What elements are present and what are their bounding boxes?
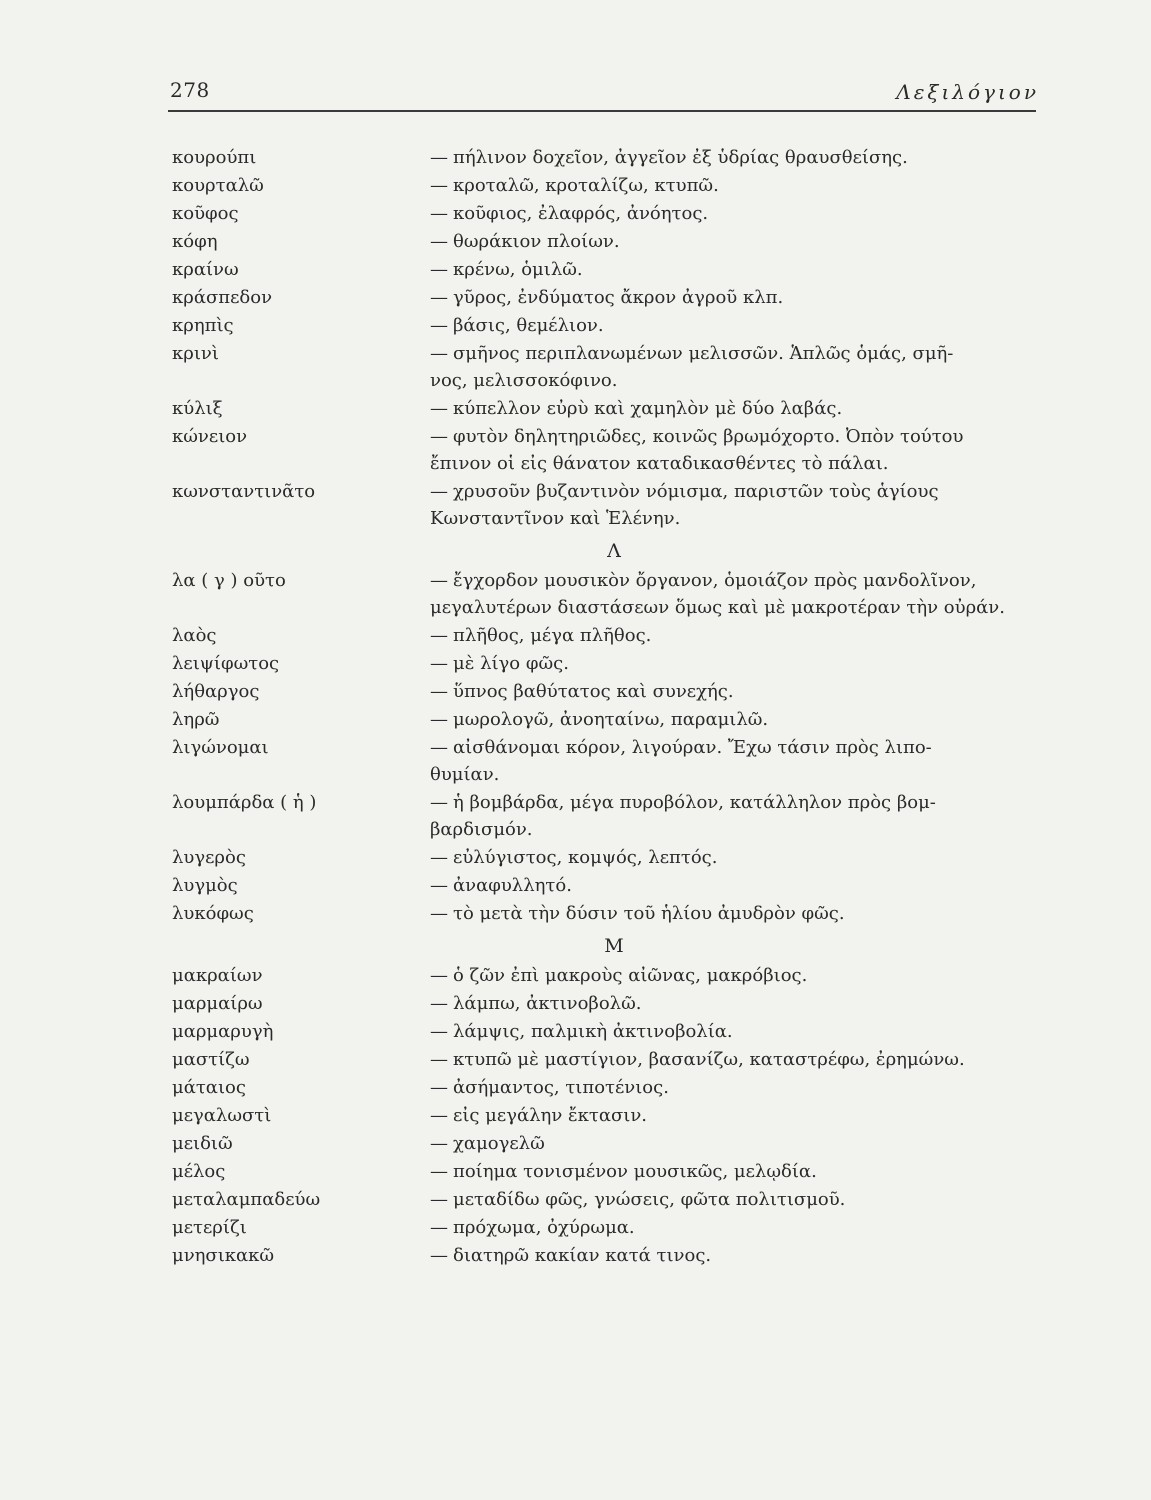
entry-definition xyxy=(430,1242,1038,1269)
entry-term: λήθαργος xyxy=(172,681,260,702)
glossary-entry xyxy=(172,256,1038,283)
entry-term: μακραίων xyxy=(172,965,263,986)
em-dash: — xyxy=(430,1049,448,1070)
entry-term: κράσπεδον xyxy=(172,287,273,308)
entry-definition xyxy=(430,312,1038,339)
definition-text: εἰς μεγάλην ἔκτασιν. xyxy=(453,1105,648,1126)
glossary-entry xyxy=(172,1018,1038,1045)
definition-text: φυτὸν δηλητηριῶδες, κοινῶς βρωμόχορτο. Ὀπὸν τούτου xyxy=(453,426,964,447)
entry-term: κοῦφος xyxy=(172,203,239,224)
definition-text: ἀναφυλλητό. xyxy=(453,875,572,896)
page-number: 278 xyxy=(170,78,210,102)
glossary-entry xyxy=(172,872,1038,899)
entry-definition xyxy=(430,962,1038,989)
definition-continuation: θυμίαν. xyxy=(430,764,500,785)
definition-text: ἡ βομβάρδα, μέγα πυροβόλον, κατάλληλον πρὸς βομ- xyxy=(453,792,936,813)
entry-term: μαρμαίρω xyxy=(172,993,263,1014)
entry-term: λαὸς xyxy=(172,625,217,646)
section-letter: Λ xyxy=(607,540,621,562)
glossary-entry xyxy=(172,228,1038,255)
entry-definition xyxy=(430,622,1038,649)
entry-term: μαστίζω xyxy=(172,1049,250,1070)
em-dash: — xyxy=(430,792,448,813)
definition-text: μὲ λίγο φῶς. xyxy=(453,653,569,674)
definition-text: γῦρος, ἐνδύματος ἄκρον ἀγροῦ κλπ. xyxy=(453,287,784,308)
header-rule xyxy=(168,110,1036,112)
em-dash: — xyxy=(430,203,448,224)
glossary-entry xyxy=(172,1242,1038,1269)
entry-definition xyxy=(430,1214,1038,1241)
entry-definition xyxy=(430,706,1038,733)
em-dash: — xyxy=(430,1105,448,1126)
glossary-entry xyxy=(172,650,1038,677)
glossary-entry xyxy=(172,844,1038,871)
glossary-entry xyxy=(172,478,1038,532)
definition-text: πήλινον δοχεῖον, ἀγγεῖον ἐξ ὑδρίας θραυσθείσης. xyxy=(453,147,908,168)
glossary-entry xyxy=(172,990,1038,1017)
glossary-entry xyxy=(172,622,1038,649)
entry-definition xyxy=(430,990,1038,1017)
definition-text: ἀσήμαντος, τιποτένιος. xyxy=(453,1077,669,1098)
entry-term: κώνειον xyxy=(172,426,248,447)
em-dash: — xyxy=(430,653,448,674)
entry-term: λουμπάρδα ( ἡ ) xyxy=(172,792,317,813)
glossary-entry xyxy=(172,1074,1038,1101)
em-dash: — xyxy=(430,481,448,502)
glossary-entry xyxy=(172,395,1038,422)
definition-text: χαμογελῶ xyxy=(453,1133,545,1154)
definition-text: κροταλῶ, κροταλίζω, κτυπῶ. xyxy=(453,175,719,196)
entry-definition xyxy=(430,340,1038,394)
section-letter: Μ xyxy=(604,935,624,957)
glossary-entry xyxy=(172,1186,1038,1213)
entry-term: μεγαλωστὶ xyxy=(172,1105,272,1126)
definition-text: ποίημα τονισμένον μουσικῶς, μελῳδία. xyxy=(453,1161,817,1182)
em-dash: — xyxy=(430,965,448,986)
em-dash: — xyxy=(430,259,448,280)
em-dash: — xyxy=(430,709,448,730)
em-dash: — xyxy=(430,231,448,252)
entry-term: λυγερὸς xyxy=(172,847,246,868)
em-dash: — xyxy=(430,847,448,868)
definition-text: θωράκιον πλοίων. xyxy=(453,231,620,252)
entry-definition xyxy=(430,844,1038,871)
em-dash: — xyxy=(430,315,448,336)
definition-text: ἔγχορδον μουσικὸν ὄργανον, ὁμοιάζον πρὸς μανδολῖνον, xyxy=(453,570,977,591)
glossary-entry xyxy=(172,678,1038,705)
em-dash: — xyxy=(430,875,448,896)
running-title: Λεξιλόγιον xyxy=(896,80,1039,104)
em-dash: — xyxy=(430,570,448,591)
glossary-entry xyxy=(172,172,1038,199)
entry-term: μειδιῶ xyxy=(172,1133,233,1154)
definition-text: λάμπω, ἀκτινοβολῶ. xyxy=(453,993,642,1014)
em-dash: — xyxy=(430,1077,448,1098)
entry-definition xyxy=(430,1158,1038,1185)
em-dash: — xyxy=(430,343,448,364)
definition-text: χρυσοῦν βυζαντινὸν νόμισμα, παριστῶν τοὺς ἁγίους xyxy=(453,481,939,502)
em-dash: — xyxy=(430,903,448,924)
glossary-entry xyxy=(172,1214,1038,1241)
entry-term: κωνσταντινᾶτο xyxy=(172,481,316,502)
em-dash: — xyxy=(430,175,448,196)
entry-term: λα ( γ ) οῦτο xyxy=(172,570,286,591)
entry-term: λυγμὸς xyxy=(172,875,238,896)
definition-text: ὕπνος βαθύτατος καὶ συνεχής. xyxy=(453,681,734,702)
entry-definition xyxy=(430,1018,1038,1045)
definition-text: εὐλύγιστος, κομψός, λεπτός. xyxy=(453,847,718,868)
glossary-entry xyxy=(172,1046,1038,1073)
entry-term: μνησικακῶ xyxy=(172,1245,275,1266)
definition-continuation: μεγαλυτέρων διαστάσεων ὅμως καὶ μὲ μακροτέραν τὴν οὐράν. xyxy=(430,597,1005,618)
em-dash: — xyxy=(430,1161,448,1182)
definition-text: ὁ ζῶν ἐπὶ μακροὺς αἰῶνας, μακρόβιος. xyxy=(453,965,808,986)
glossary-entry xyxy=(172,900,1038,927)
definition-text: πρόχωμα, ὀχύρωμα. xyxy=(453,1217,635,1238)
entry-definition xyxy=(430,228,1038,255)
definition-continuation: βαρδισμόν. xyxy=(430,819,533,840)
entry-definition xyxy=(430,423,1038,477)
entry-definition xyxy=(430,144,1038,171)
definition-text: πλῆθος, μέγα πλῆθος. xyxy=(453,625,652,646)
em-dash: — xyxy=(430,398,448,419)
entry-definition xyxy=(430,650,1038,677)
definition-text: διατηρῶ κακίαν κατά τινος. xyxy=(453,1245,712,1266)
entry-definition xyxy=(430,172,1038,199)
entry-term: ληρῶ xyxy=(172,709,220,730)
entry-definition xyxy=(430,678,1038,705)
glossary-entry xyxy=(172,144,1038,171)
glossary-entry xyxy=(172,1102,1038,1129)
entry-term: μάταιος xyxy=(172,1077,246,1098)
definition-continuation: Κωνσταντῖνον καὶ Ἑλένην. xyxy=(430,508,681,529)
definition-text: μεταδίδω φῶς, γνώσεις, φῶτα πολιτισμοῦ. xyxy=(453,1189,846,1210)
entry-definition xyxy=(430,395,1038,422)
entry-definition xyxy=(430,1046,1038,1073)
em-dash: — xyxy=(430,737,448,758)
definition-text: κρένω, ὁμιλῶ. xyxy=(453,259,583,280)
em-dash: — xyxy=(430,287,448,308)
glossary-entry xyxy=(172,962,1038,989)
entry-definition xyxy=(430,1074,1038,1101)
entry-term: μαρμαρυγὴ xyxy=(172,1021,274,1042)
definition-text: κτυπῶ μὲ μαστίγιον, βασανίζω, καταστρέφω, ἐρημώνω. xyxy=(453,1049,965,1070)
entry-term: κρηπὶς xyxy=(172,315,234,336)
entry-definition xyxy=(430,872,1038,899)
definition-continuation: νος, μελισσοκόφινο. xyxy=(430,370,618,391)
em-dash: — xyxy=(430,1021,448,1042)
em-dash: — xyxy=(430,426,448,447)
entry-definition xyxy=(430,567,1038,621)
glossary-entry xyxy=(172,200,1038,227)
em-dash: — xyxy=(430,625,448,646)
entry-term: λειψίφωτος xyxy=(172,653,280,674)
em-dash: — xyxy=(430,993,448,1014)
entry-term: κύλιξ xyxy=(172,398,223,419)
entry-term: κόφη xyxy=(172,231,218,252)
entry-term: κουρταλῶ xyxy=(172,175,264,196)
definition-text: κοῦφιος, ἐλαφρός, ἀνόητος. xyxy=(453,203,709,224)
glossary-entry xyxy=(172,734,1038,788)
glossary xyxy=(172,144,1038,1270)
definition-text: βάσις, θεμέλιον. xyxy=(453,315,604,336)
em-dash: — xyxy=(430,681,448,702)
entry-term: κουρούπι xyxy=(172,147,257,168)
definition-text: λάμψις, παλμικὴ ἀκτινοβολία. xyxy=(453,1021,733,1042)
entry-definition xyxy=(430,284,1038,311)
definition-text: κύπελλον εὐρὺ καὶ χαμηλὸν μὲ δύο λαβάς. xyxy=(453,398,843,419)
entry-term: μέλος xyxy=(172,1161,226,1182)
entry-definition xyxy=(430,256,1038,283)
definition-text: τὸ μετὰ τὴν δύσιν τοῦ ἡλίου ἀμυδρὸν φῶς. xyxy=(453,903,845,924)
entry-term: λιγώνομαι xyxy=(172,737,269,758)
glossary-entry xyxy=(172,1130,1038,1157)
em-dash: — xyxy=(430,1189,448,1210)
glossary-entry xyxy=(172,312,1038,339)
entry-definition xyxy=(430,734,1038,788)
em-dash: — xyxy=(430,1217,448,1238)
entry-definition xyxy=(430,200,1038,227)
em-dash: — xyxy=(430,1133,448,1154)
entry-term: μετερίζι xyxy=(172,1217,247,1238)
entry-definition xyxy=(430,900,1038,927)
glossary-entry xyxy=(172,706,1038,733)
glossary-entry xyxy=(172,423,1038,477)
em-dash: — xyxy=(430,147,448,168)
entry-definition xyxy=(430,1102,1038,1129)
glossary-entry xyxy=(172,789,1038,843)
glossary-entry xyxy=(172,567,1038,621)
entry-term: λυκόφως xyxy=(172,903,254,924)
glossary-entry xyxy=(172,340,1038,394)
definition-continuation: ἔπινον οἱ εἰς θάνατον καταδικασθέντες τὸ πάλαι. xyxy=(430,453,889,474)
definition-text: σμῆνος περιπλανωμένων μελισσῶν. Ἁπλῶς ὁμάς, σμῆ- xyxy=(453,343,954,364)
em-dash: — xyxy=(430,1245,448,1266)
entry-definition xyxy=(430,789,1038,843)
entry-term: κραίνω xyxy=(172,259,239,280)
entry-definition xyxy=(430,478,1038,532)
glossary-entry xyxy=(172,1158,1038,1185)
glossary-entry xyxy=(172,284,1038,311)
entry-term: κρινὶ xyxy=(172,343,219,364)
entry-definition xyxy=(430,1186,1038,1213)
entry-term: μεταλαμπαδεύω xyxy=(172,1189,321,1210)
definition-text: μωρολογῶ, ἀνοηταίνω, παραμιλῶ. xyxy=(453,709,769,730)
entry-definition xyxy=(430,1130,1038,1157)
definition-text: αἰσθάνομαι κόρον, λιγούραν. Ἔχω τάσιν πρὸς λιπο- xyxy=(453,737,932,758)
